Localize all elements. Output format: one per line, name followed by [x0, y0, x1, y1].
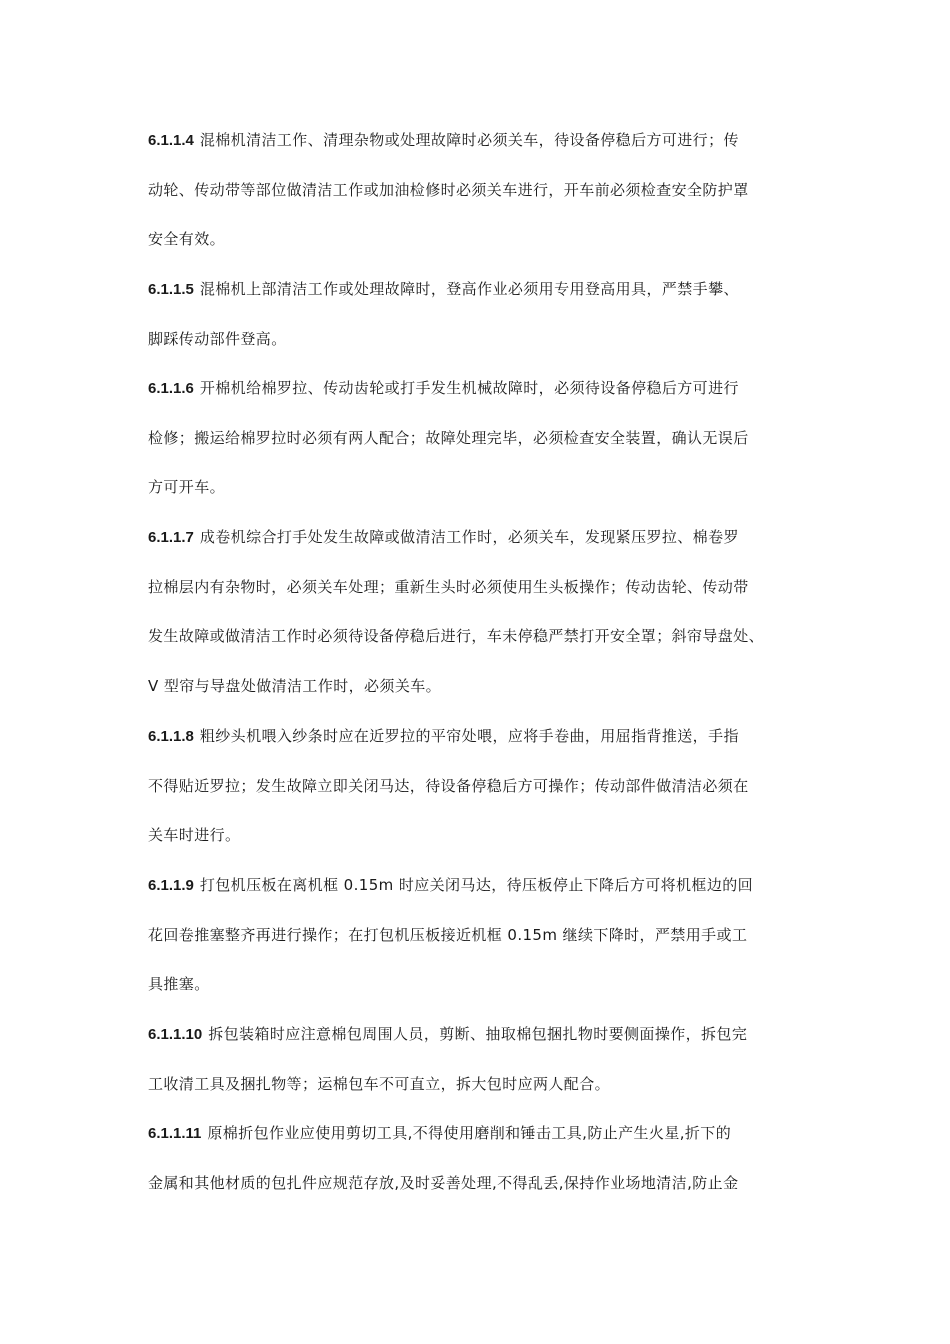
- clause-6-1-1-11: [148, 1123, 808, 1222]
- clause-line: 拉棉层内有杂物时，必须关车处理；重新生头时必须使用生头板操作；传动齿轮、传动带: [148, 577, 749, 596]
- clause-6-1-1-5: [148, 279, 808, 378]
- clause-line: [148, 1123, 808, 1173]
- clause-text: 混棉机上部清洁工作或处理故障时，登高作业必须用专用登高用具，严禁手攀、: [199, 280, 739, 298]
- clause-line: 工收清工具及捆扎物等；运棉包车不可直立，拆大包时应两人配合。: [148, 1074, 611, 1093]
- clause-6-1-1-8: [148, 726, 808, 875]
- clause-line: 方可开车。: [148, 478, 226, 496]
- clause-number: 6.1.1.10: [148, 1026, 203, 1043]
- clause-text: 粗纱头机喂入纱条时应在近罗拉的平帘处喂，应将手卷曲，用屈指背推送，手指: [199, 727, 739, 745]
- clause-6-1-1-9: [148, 875, 808, 1024]
- clause-text: 原棉折包作业应使用剪切工具,不得使用磨削和锤击工具,防止产生火星,折下的: [207, 1124, 732, 1142]
- clause-text: 开棉机给棉罗拉、传动齿轮或打手发生机械故障时，必须待设备停稳后方可进行: [199, 379, 739, 397]
- clause-6-1-1-6: [148, 378, 808, 527]
- clause-number: 6.1.1.11: [148, 1125, 202, 1142]
- clause-line: 关车时进行。: [148, 826, 241, 844]
- clause-number: 6.1.1.6: [148, 380, 194, 397]
- clause-line: 发生故障或做清洁工作时必须待设备停稳后进行，车未停稳严禁打开安全罩；斜帘导盘处、: [148, 627, 765, 645]
- clause-line: 具推塞。: [148, 975, 210, 993]
- clause-line: 不得贴近罗拉；发生故障立即关闭马达，待设备停稳后方可操作；传动部件做清洁必须在: [148, 776, 749, 795]
- clause-text: 拆包装箱时应注意棉包周围人员，剪断、抽取棉包捆扎物时要侧面操作，拆包完: [208, 1025, 748, 1043]
- clause-number: 6.1.1.7: [148, 529, 194, 546]
- clause-number: 6.1.1.8: [148, 728, 194, 745]
- clause-line: [148, 279, 808, 329]
- clause-6-1-1-7: [148, 527, 808, 725]
- clause-6-1-1-4: [148, 130, 808, 279]
- clause-text: 打包机压板在离机框 0.15m 时应关闭马达，待压板停止下降后方可将机框边的回: [199, 876, 754, 894]
- clause-line: 花回卷推塞整齐再进行操作；在打包机压板接近机框 0.15m 继续下降时，严禁用手或工: [148, 925, 748, 944]
- clause-line: [148, 378, 808, 428]
- clause-number: 6.1.1.5: [148, 281, 194, 298]
- clause-6-1-1-10: [148, 1024, 808, 1123]
- clause-number: 6.1.1.9: [148, 877, 194, 894]
- clause-line: 安全有效。: [148, 230, 226, 248]
- clause-line: [148, 1024, 808, 1074]
- clause-line: 检修；搬运给棉罗拉时必须有两人配合；故障处理完毕，必须检查安全装置，确认无误后: [148, 428, 749, 447]
- clause-text: 成卷机综合打手处发生故障或做清洁工作时，必须关车，发现紧压罗拉、棉卷罗: [199, 528, 739, 546]
- clause-text: 混棉机清洁工作、清理杂物或处理故障时必须关车，待设备停稳后方可进行；传: [199, 131, 739, 149]
- clause-line: [148, 875, 808, 925]
- clause-line: 金属和其他材质的包扎件应规范存放,及时妥善处理,不得乱丢,保持作业场地清洁,防止金: [148, 1173, 739, 1192]
- clause-number: 6.1.1.4: [148, 132, 194, 149]
- clause-line: 脚踩传动部件登高。: [148, 329, 287, 348]
- clause-line: 动轮、传动带等部位做清洁工作或加油检修时必须关车进行，开车前必须检查安全防护罩: [148, 180, 749, 199]
- clause-line: V 型帘与导盘处做清洁工作时，必须关车。: [148, 676, 442, 695]
- clause-line: [148, 527, 808, 577]
- clause-line: [148, 726, 808, 776]
- clause-line: [148, 130, 808, 180]
